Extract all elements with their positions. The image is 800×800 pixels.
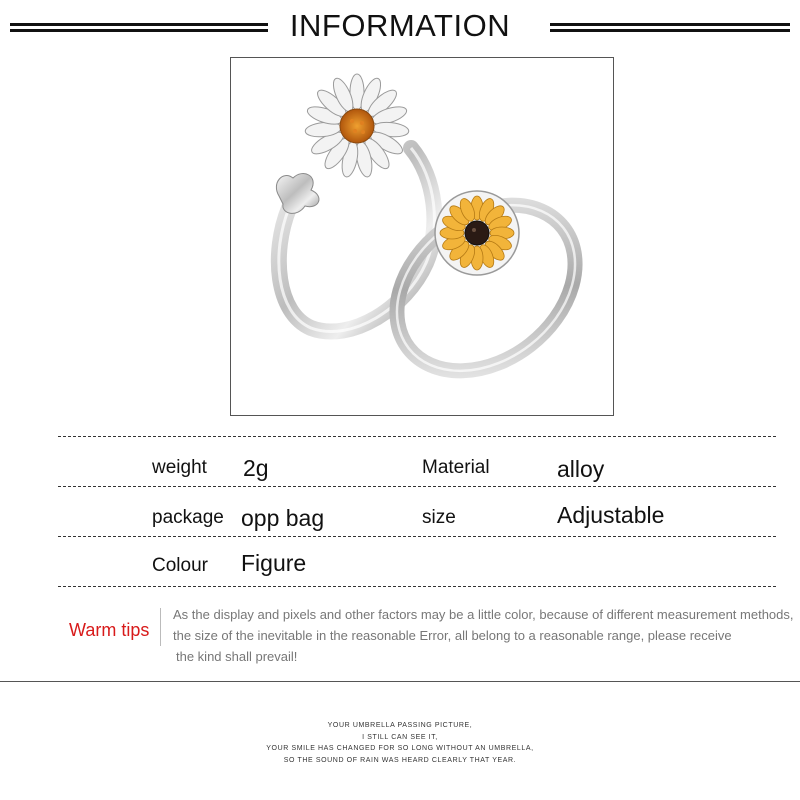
warm-tip-line-1: As the display and pixels and other factors may be a little color, because of different measurement methods,: [173, 607, 794, 622]
warm-tips-label: Warm tips: [69, 620, 150, 640]
spec-size-label: size: [422, 507, 456, 528]
poem-line-3: YOUR SMILE HAS CHANGED FOR SO LONG WITHOUT AN UMBRELLA,: [266, 745, 534, 752]
spec-package-label: package: [152, 507, 224, 528]
spec-colour-value: Figure: [241, 550, 307, 576]
spec-weight-value: 2g: [243, 455, 269, 481]
spec-weight-label: weight: [152, 457, 207, 478]
spec-material-label: Material: [422, 457, 490, 478]
divider-3: [58, 536, 776, 537]
sunflower-ring-icon: [364, 171, 607, 405]
warm-tip-line-2: the size of the inevitable in the reasonable Error, all belong to a reasonable range, please receive: [173, 628, 732, 643]
product-photo: [230, 57, 614, 416]
divider-2: [58, 486, 776, 487]
spec-material-value: alloy: [557, 456, 605, 482]
poem-line-1: YOUR UMBRELLA PASSING PICTURE,: [327, 722, 473, 729]
page-title: INFORMATION: [289, 8, 511, 43]
warm-tip-line-3: the kind shall prevail!: [176, 649, 298, 664]
divider-1: [58, 436, 776, 437]
daisy-ring-icon: [276, 74, 434, 332]
spec-package-value: opp bag: [241, 505, 325, 531]
spec-size-value: Adjustable: [557, 502, 665, 528]
poem-line-4: SO THE SOUND OF RAIN WAS HEARD CLEARLY THAT YEAR.: [283, 757, 517, 764]
footer-divider: [0, 681, 800, 682]
warm-tips-divider: [160, 608, 161, 646]
spec-colour-label: Colour: [152, 555, 208, 576]
divider-4: [58, 586, 776, 587]
poem-line-2: I STILL CAN SEE IT,: [362, 734, 438, 741]
